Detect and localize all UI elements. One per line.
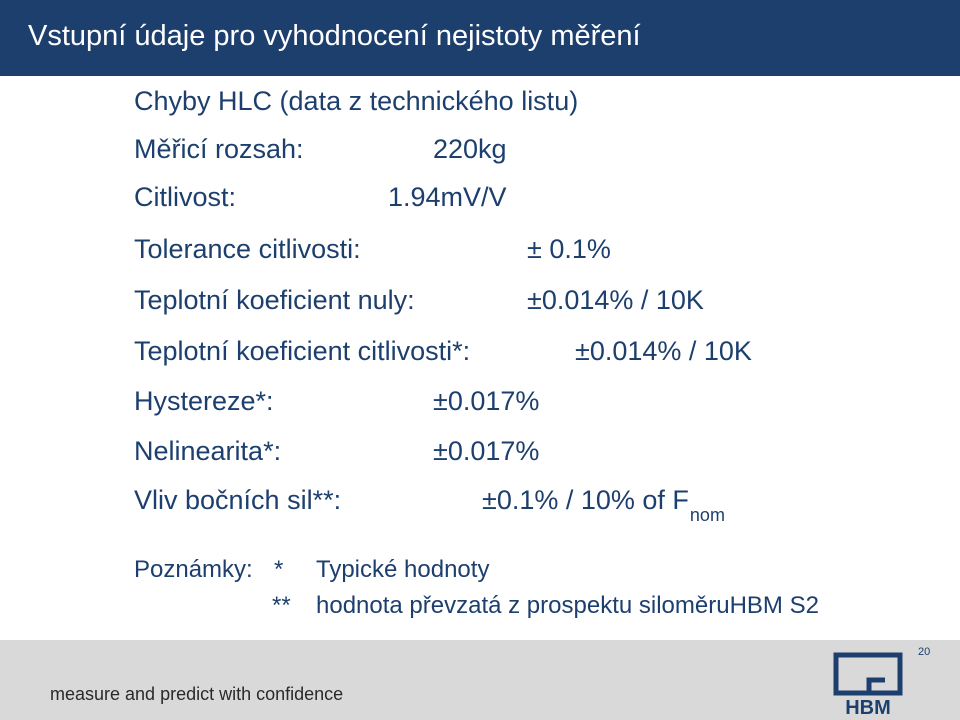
row-value-nonlinearity: ±0.017% <box>433 436 540 466</box>
slide-title: Vstupní údaje pro vyhodnocení nejistoty měření <box>28 20 641 52</box>
row-value-zero-temp-coef: ±0.014% / 10K <box>527 285 704 315</box>
row-value-hysteresis: ±0.017% <box>433 386 540 416</box>
hbm-logo-icon <box>833 652 903 716</box>
note-text-1: Typické hodnoty <box>316 556 490 583</box>
row-label-sensitivity-tolerance: Tolerance citlivosti: <box>134 234 361 264</box>
row-label-zero-temp-coef: Teplotní koeficient nuly: <box>134 285 415 315</box>
side-force-subscript: nom <box>689 505 725 525</box>
note-text-2: hodnota převzatá z prospektu siloměruHBM S2 <box>316 592 819 619</box>
row-value-side-force <box>482 485 725 525</box>
section-heading: Chyby HLC (data z technického listu) <box>134 86 579 116</box>
logo-wordmark: HBM <box>845 697 891 716</box>
footer-bar <box>0 640 960 720</box>
notes-prefix: Poznámky: <box>134 556 253 583</box>
row-value-sensitivity: 1.94mV/V <box>388 182 507 212</box>
row-label-nonlinearity: Nelinearita*: <box>134 436 282 466</box>
row-value-sensitivity-temp-coef: ±0.014% / 10K <box>575 336 752 366</box>
row-label-sensitivity-temp-coef: Teplotní koeficient citlivosti*: <box>134 336 471 366</box>
row-value-sensitivity-tolerance: ± 0.1% <box>527 234 611 264</box>
note-marker-1: * <box>274 556 284 583</box>
row-label-sensitivity: Citlivost: <box>134 182 237 212</box>
note-marker-2: ** <box>272 592 291 619</box>
side-force-value-text: ±0.1% / 10% of F <box>482 485 689 515</box>
page-number: 20 <box>918 646 931 658</box>
row-label-hysteresis: Hystereze*: <box>134 386 274 416</box>
row-label-range: Měřicí rozsah: <box>134 134 304 164</box>
footer-tagline: measure and predict with confidence <box>50 684 344 704</box>
row-value-range: 220kg <box>433 134 507 164</box>
row-label-side-force: Vliv bočních sil**: <box>134 485 342 515</box>
